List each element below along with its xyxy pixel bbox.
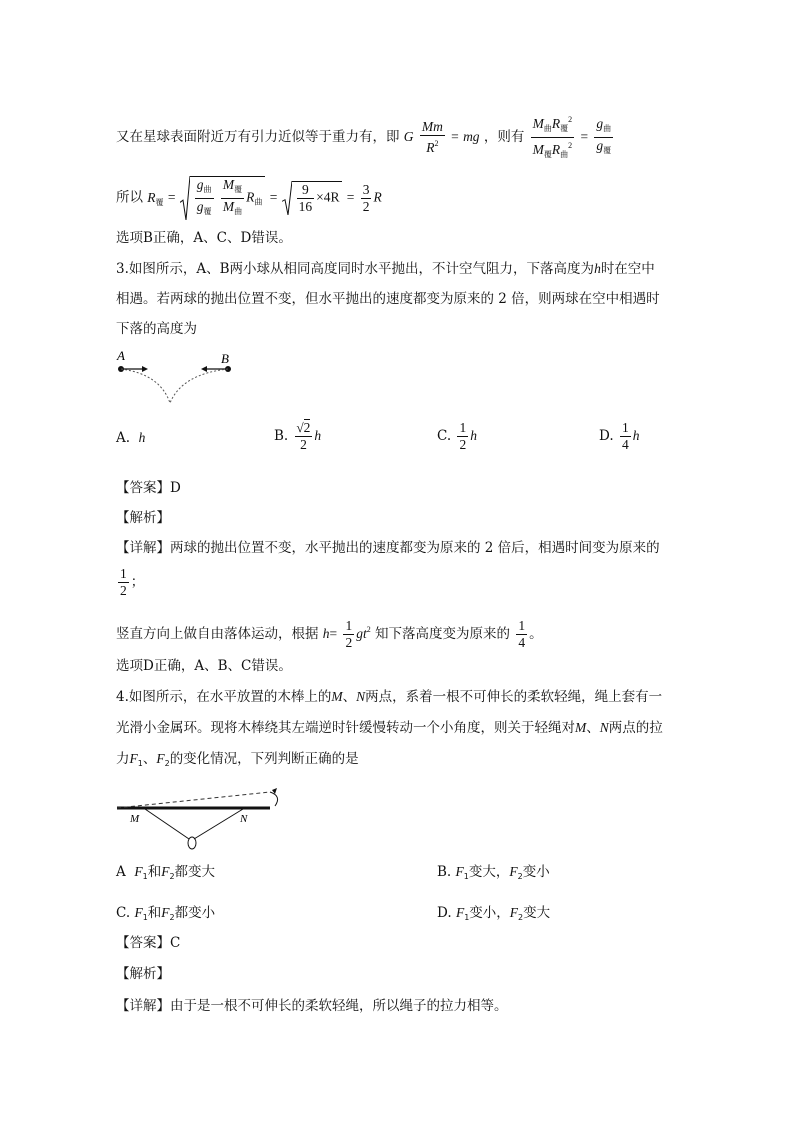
frac-half-2 [343,618,354,651]
rotated-rod [117,792,270,808]
trajectory-a [121,369,170,403]
c-num: 1 [459,420,467,435]
q4-a-t1: 和 [147,864,162,880]
free-fall-text: 竖直方向上做自由落体运动，根据 [116,626,319,642]
q3-d-h: h [632,428,640,443]
equals3: = [167,189,176,205]
sub-c: 覆 [543,150,552,159]
r-symbol: R [426,140,435,155]
q3-option-a [116,428,145,448]
q4-c-f1: F [134,905,143,920]
q4-a-f1: F [134,864,143,879]
q4-a-s1: 1 [142,872,148,881]
q4-l2: 光滑小金属环。现将木棒绕其左端逆时针缓慢转动一个小角度，则关于轻绳对 [116,720,575,736]
f2-sub: 2 [164,759,170,768]
ff-eq: = [329,626,338,641]
q3-b-label: B. [274,428,289,444]
q4-a-label: A [116,864,126,880]
g-huo: $g_覆$ [196,199,212,216]
q4-analysis: 【解析】 [116,966,170,982]
q4-l3b: 的变化情况，下列判断正确的是 [169,751,359,767]
frac-den3: $g_覆$ [596,138,612,155]
line1-text: 又在星球表面附近万有引力近似等于重力有，即 [116,129,400,145]
f2: F [156,751,165,766]
nine: 9 [297,182,315,199]
q4-d-label: D. [437,905,452,921]
two: 2 [362,198,370,214]
q-num: 1 [518,618,526,633]
q4-N: N [356,689,366,704]
rope-right [194,809,243,839]
sub-a: 曲 [543,124,552,133]
q4-c-s1: 1 [142,913,148,922]
q3-b-h: h [314,428,322,443]
q3-detail: 【详解】两球的抛出位置不变，水平抛出的速度都变为原来的 2 倍后，相遇时间变为原来的 [116,540,660,556]
t-sym: t [362,626,367,641]
frac-sqrt2-2 [295,420,313,453]
q3-line1-text: 3.如图所示，A、B两小球从相同高度同时水平抛出，不计空气阻力，下落高度为 [116,261,595,277]
q3-option-c [437,420,477,453]
q4-option-a [116,862,215,887]
q-den: 4 [518,635,526,650]
q4-d-t1: 变小， [469,905,510,921]
q4-answer: 【答案】C [116,935,181,951]
q4-option-b [437,862,550,887]
sub-g: 覆 [155,197,164,207]
equals5: = [346,189,355,205]
q4-d-f2: F [509,905,519,920]
fraction-Mm-R2 [420,119,445,156]
sub-d: 曲 [560,150,569,159]
q3-h: h [594,261,601,276]
q3-option-d [599,420,639,453]
t-exp: 2 [366,625,371,634]
sub-i: 覆 [203,207,212,216]
q3-option-b [274,420,321,453]
half-tail: ； [130,574,145,590]
frac-1-4 [620,420,631,453]
c-den: 2 [459,437,467,452]
equals2: = [580,129,589,144]
exp3: 2 [568,141,573,150]
q4-d-s1: 1 [464,913,470,922]
frac-den [420,136,445,156]
frac-half [118,566,129,599]
q4-b-label: B. [437,864,452,880]
frac-num2: $M_曲R_覆^2$ [531,112,575,138]
three: 3 [362,181,370,197]
half-den: 2 [120,583,127,598]
q4-option-d [437,903,550,928]
q4-d-f1: F [455,905,465,920]
mg: mg [463,129,480,144]
half-num: 1 [120,566,127,581]
q4-l2-tail: 两点的拉 [608,720,663,736]
fraction-mass-ratio [531,112,575,163]
r-final: R [373,189,382,205]
ff-den: 2 [345,635,353,650]
q3-a-val: h [138,430,146,445]
rotation-arc [270,792,278,806]
q4-detail: 【详解】由于是一根不可伸长的柔软轻绳，所以绳子的拉力相等。 [116,998,508,1014]
q4-c-f2: F [161,905,170,920]
r-huo: $R_覆$ [147,189,164,207]
sub-f: 覆 [603,146,612,155]
q3-analysis: 【解析】 [116,510,170,526]
q4-b-s1: 1 [463,872,469,881]
fig1-label-a: A [117,348,125,363]
q4-c-label: C. [116,905,131,921]
frac-9-16 [297,182,315,215]
equals: = [451,129,459,144]
q3-c-h: h [470,428,477,443]
radical-sign [180,176,190,220]
sixteen: 16 [298,199,313,214]
frac-quarter [516,618,527,651]
sqrt-inner-1: $\frac{g_曲}{g_覆}$ $\frac{M_覆}{M_曲}$ $R_曲$ [190,176,266,220]
q3-c-label: C. [437,428,452,444]
line1-mid: ，则有 [483,129,525,145]
frac-3-2 [361,182,372,215]
formula-G: G [403,129,414,144]
sub-j: 覆 [234,185,243,194]
trajectory-b [170,369,228,403]
radical-sign-2 [282,181,292,215]
g-t-squared: $gt^2$ [356,625,371,641]
q4-c-t1: 和 [147,905,162,921]
exp: 2 [434,139,439,148]
q4-c-s2: 2 [169,913,175,922]
sub-k: 曲 [234,207,243,216]
rope-left [145,809,189,839]
ff-tail: 知下落高度变为原来的 [375,626,511,642]
frac-num: Mm [421,119,443,134]
q4-d-t2: 变大 [523,905,551,921]
q3-line-1 [116,259,655,279]
q3-free-fall [116,618,543,651]
sub-h: 曲 [203,185,212,194]
arrow-b-head [201,366,207,372]
f1: F [129,751,138,766]
fig2-label-n: N [240,813,248,825]
figure-rod-rope [112,784,312,854]
sqrt2-val: 2 [303,420,311,435]
q4-l3a: 力 [116,751,130,767]
text-line-1 [116,112,615,163]
m-qu: $M_曲$ [222,199,243,216]
q4-b-f2: F [509,864,518,879]
text-line-2 [116,176,382,220]
q3-detail-frac [116,566,144,599]
m-huo: $M_覆$ [221,177,244,199]
fig1-label-b: B [221,351,229,366]
q4-M2: M [575,720,587,735]
q4-c-t2: 都变小 [174,905,216,921]
q4-line-3: 力$F_1$、$F_2$的变化情况，下列判断正确的是 [116,751,359,768]
f1-sub: 1 [137,759,143,768]
exp2: 2 [568,115,573,124]
q3-line-3: 下落的高度为 [116,321,197,337]
frac-num3: $g_曲$ [594,116,613,138]
sub-b: 覆 [560,124,569,133]
q4-b-s2: 2 [517,872,523,881]
sqrt2-num: √2 [296,420,311,435]
equals4: = [269,189,278,205]
figure-projectiles [112,348,242,408]
q4-N2: N [599,720,609,735]
q3-line1-tail: 时在空中 [600,261,655,277]
arrow-a-head [142,366,148,372]
sqrt2-den: 2 [300,437,307,452]
metal-ring [188,837,196,849]
q4-b-t1: 变大， [468,864,510,880]
q3-a-label: A. [116,430,131,446]
q4-b-t2: 变小 [522,864,550,880]
ff-end: 。 [529,626,543,642]
ff-num: 1 [345,618,353,633]
sqrt-expression-2 [282,181,343,215]
q4-line-2: 光滑小金属环。现将木棒绕其左端逆时针缓慢转动一个小角度，则关于轻绳对M、N两点的拉 [116,720,663,736]
sub-l: 曲 [254,197,263,207]
frac-den2: $M_覆R_曲^2$ [532,141,573,159]
sqrt-inner-2 [292,181,343,215]
ff-h: h [322,626,330,641]
q4-option-c [116,903,215,928]
q4-d-s2: 2 [518,913,524,922]
text-line-3: 选项B正确，A、C、D错误。 [116,230,292,246]
q4-a-f2: F [161,864,170,879]
q3-answer: 【答案】D [116,480,181,496]
q4-l1a: 4.如图所示，在水平放置的木棒上的 [116,689,332,705]
sub-e: 曲 [603,124,612,133]
frac-1-2 [457,420,468,453]
line2-text: 所以 [116,189,143,206]
d-den: 4 [621,437,629,452]
q4-line-1: 4.如图所示，在水平放置的木棒上的M、N两点，系着一根不可伸长的柔软轻绳，绳上套有一 [116,689,663,705]
q4-a-s2: 2 [169,872,175,881]
fig2-label-m: M [130,813,140,825]
g-qu: $g_曲$ [195,177,214,199]
q3-conclusion: 选项D正确，A、B、C错误。 [116,658,292,674]
q4-a-t2: 都变大 [174,864,216,880]
q3-line-2: 相遇。若两球的抛出位置不变，但水平抛出的速度都变为原来的 2 倍，则两球在空中相遇时 [116,291,660,307]
d-num: 1 [621,420,629,435]
times-4r: ×4R [316,189,340,205]
q3-d-label: D. [599,428,614,444]
sqrt-expression-1 [180,176,266,220]
q4-b-f1: F [455,864,464,879]
frac-M [221,177,244,220]
frac-g [195,177,214,220]
q4-M: M [331,689,343,704]
q4-l1b: 两点，系着一根不可伸长的柔软轻绳，绳上套有一 [365,689,663,705]
fraction-g-ratio [594,116,613,159]
